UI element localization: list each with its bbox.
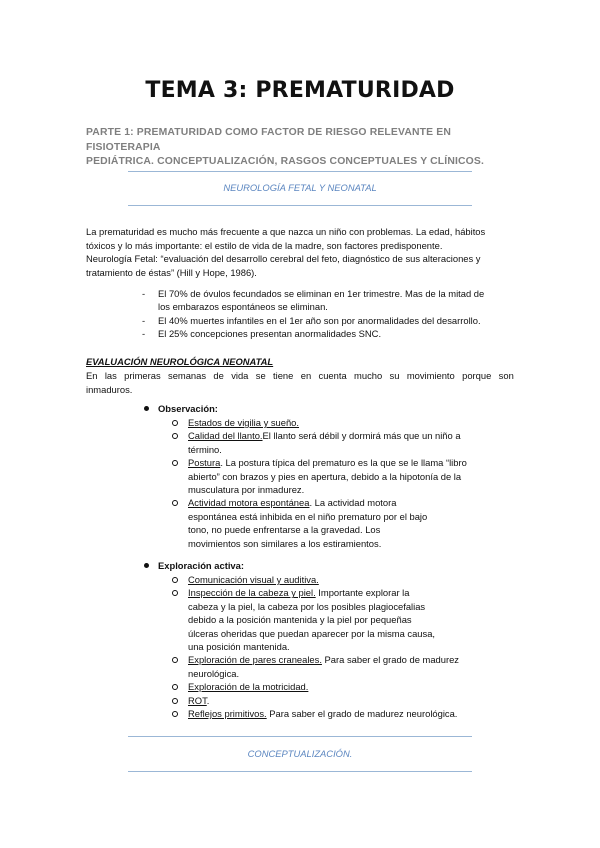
item-term: Estados de vigilia y sueño.	[188, 417, 300, 428]
item-term: Comunicación visual y auditiva.	[188, 574, 319, 585]
list-item	[172, 429, 517, 456]
item-term: Inspección de la cabeza y piel.	[188, 587, 316, 599]
list-item	[142, 287, 522, 314]
circle-bullet-icon	[172, 460, 178, 466]
list-item-text: El 70% de óvulos fecundados se eliminan en 1er trimestre. Mas de la mitad de	[158, 288, 485, 299]
word: mucho	[354, 370, 383, 381]
list-item-text: los embarazos espontáneos se eliminan.	[158, 301, 328, 313]
item-text: Para saber el grado de madurez	[321, 654, 459, 666]
paragraph-line: tratamiento de éstas” (Hill y Hope, 1986).	[86, 266, 257, 278]
item-text: El llanto será débil y dormirá más que un niño a	[262, 430, 461, 442]
circle-bullet-icon	[172, 433, 178, 439]
section-rule-bottom	[128, 771, 472, 772]
word: su	[389, 370, 400, 381]
item-term: Reflejos primitivos.	[188, 708, 267, 720]
circle-bullet-icon	[172, 420, 178, 426]
item-text: . La postura típica del prematuro es la que se le llama “libro	[220, 457, 467, 469]
item-text: .	[206, 694, 210, 706]
item-text: úlceras oheridas que puedan aparecer por la misma causa,	[188, 627, 436, 639]
list-item	[172, 653, 517, 680]
item-term: ROT	[188, 694, 207, 706]
circle-bullet-icon	[172, 590, 178, 596]
word: las	[104, 370, 117, 381]
bullet-dot-icon	[144, 406, 149, 411]
list-item	[172, 694, 517, 707]
observacion-list	[172, 416, 517, 550]
circle-bullet-icon	[172, 698, 178, 704]
list-item-text: El 25% concepciones presentan anormalidades SNC.	[158, 328, 382, 340]
word: en	[300, 370, 312, 381]
list-item	[172, 573, 517, 586]
word: vida	[231, 370, 249, 381]
item-text: abierto” con brazos y pies en apertura, debido a la hipotonía de la	[188, 470, 462, 482]
item-text: Para saber el grado de madurez neurológica.	[266, 708, 458, 720]
item-term: Actividad motora espontánea	[188, 497, 310, 509]
word: son	[498, 370, 514, 381]
word: movimiento	[406, 370, 455, 381]
circle-bullet-icon	[172, 500, 178, 506]
evaluacion-intro	[86, 369, 514, 396]
intro-line-1	[86, 369, 514, 383]
circle-bullet-icon	[172, 657, 178, 663]
item-text: Importante explorar la	[315, 587, 410, 599]
paragraph-line: tóxicos y lo más importante: el estilo de vida de la madre, son factores predisponente.	[86, 239, 443, 251]
section-heading-neurologia: NEUROLOGÍA FETAL Y NEONATAL	[223, 182, 377, 193]
paragraph-line: La prematuridad es mucho más frecuente a que nazca un niño con problemas. La edad, hábitos	[86, 226, 486, 237]
word: cuenta	[318, 370, 347, 381]
word: En	[86, 370, 98, 381]
section-rule-top	[128, 736, 472, 737]
list-item	[172, 496, 517, 550]
list-item-text: El 40% muertes infantiles en el 1er año son por anormalidades del desarrollo.	[158, 314, 481, 326]
list-item	[172, 707, 517, 720]
word: de	[213, 370, 224, 381]
item-text: musculatura por inmadurez.	[188, 484, 305, 496]
list-item	[142, 327, 522, 340]
item-text: debido a la posición mantenida y la piel por pequeñas	[188, 614, 412, 626]
section-heading-conceptualizacion: CONCEPTUALIZACIÓN.	[247, 748, 353, 759]
list-item	[172, 680, 517, 693]
list-item	[142, 314, 522, 327]
dash-marker: -	[142, 328, 146, 340]
item-text: una posición mantenida.	[188, 641, 290, 653]
bullet-label: Exploración activa:	[158, 560, 244, 571]
circle-bullet-icon	[172, 711, 178, 717]
exploracion-list	[172, 573, 517, 720]
word: se	[255, 370, 266, 381]
item-text: término.	[188, 443, 222, 455]
word: tiene	[273, 370, 294, 381]
list-item	[172, 416, 517, 429]
item-text: espontánea está inhibida en el niño prematuro por el bajo	[188, 510, 428, 522]
list-item	[172, 586, 517, 653]
circle-bullet-icon	[172, 684, 178, 690]
part-subtitle	[86, 126, 526, 170]
section-heading-evaluacion: EVALUACIÓN NEUROLÓGICA NEONATAL	[86, 356, 274, 367]
item-text: . La actividad motora	[309, 497, 397, 509]
section-rule-bottom	[128, 205, 472, 206]
item-text: cabeza y la piel, la cabeza por los posibles plagiocefalias	[188, 600, 426, 612]
bullet-dot-icon	[144, 563, 149, 568]
item-term: Calidad del llanto.	[188, 430, 263, 442]
section-rule-top	[128, 171, 472, 172]
item-text: movimientos son similares a los estiramientos.	[188, 537, 382, 549]
list-item	[172, 456, 517, 496]
stats-list	[142, 287, 522, 341]
subtitle-line-1: PARTE 1: PREMATURIDAD COMO FACTOR DE RIESGO RELEVANTE EN FISIOTERAPIA	[86, 127, 451, 153]
dash-marker: -	[142, 288, 146, 299]
bullet-exploracion	[144, 560, 244, 571]
word: semanas	[168, 370, 207, 381]
dash-marker: -	[142, 314, 146, 326]
bullet-observacion	[144, 403, 218, 414]
item-term: Exploración de pares craneales.	[188, 654, 322, 666]
item-text: neurológica.	[188, 667, 240, 679]
word: porque	[462, 370, 492, 381]
item-text: tono, no puede enfrentarse a la gravedad. Los	[188, 524, 381, 536]
page-title: TEMA 3: PREMATURIDAD	[145, 78, 455, 103]
subtitle-line-2: PEDIÁTRICA. CONCEPTUALIZACIÓN, RASGOS CONCEPTUALES Y CLÍNICOS.	[86, 156, 485, 167]
intro-line-2: inmaduros.	[86, 383, 133, 395]
circle-bullet-icon	[172, 577, 178, 583]
item-term: Postura	[188, 457, 221, 469]
paragraph-line: Neurología Fetal: “evaluación del desarrollo cerebral del feto, diagnóstico de sus alteraciones y	[86, 253, 481, 264]
bullet-label: Observación:	[158, 403, 218, 414]
item-term: Exploración de la motricidad.	[188, 681, 309, 693]
word: primeras	[124, 370, 161, 381]
intro-paragraph	[86, 225, 516, 279]
